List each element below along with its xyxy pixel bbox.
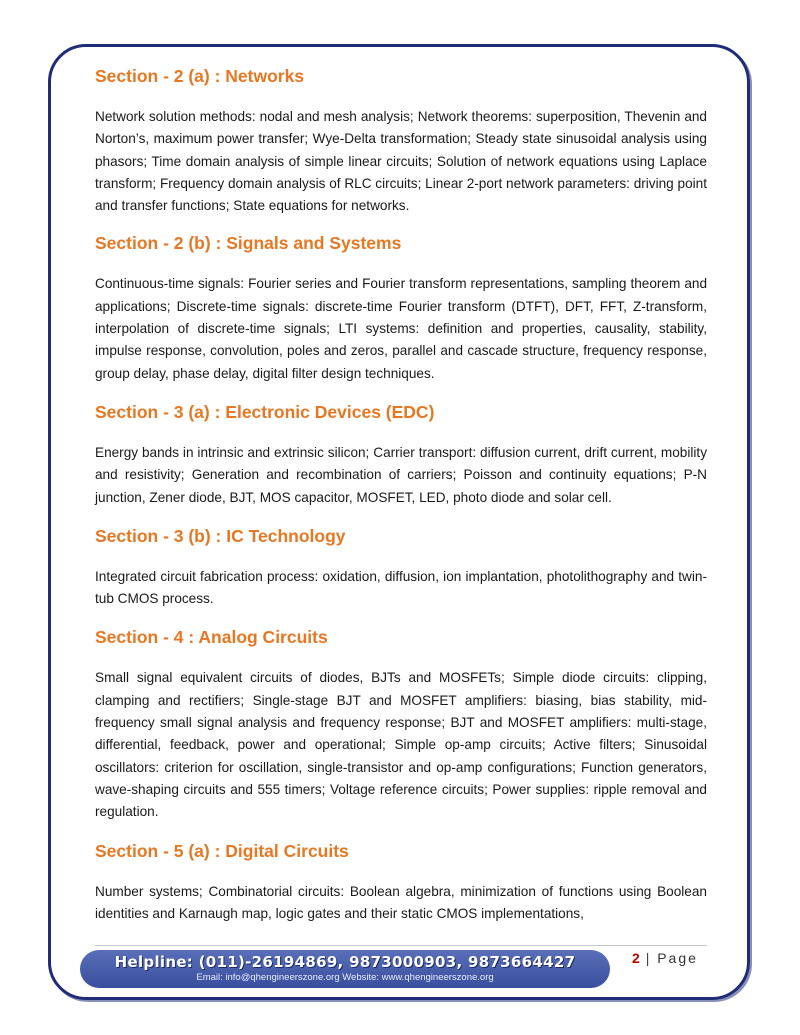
page-number-separator: | bbox=[645, 950, 652, 966]
section-body: Energy bands in intrinsic and extrinsic silicon; Carrier transport: diffusion current, drift current, mobility and resistivity; Generation and recombination of carriers; Poisson and continuity equations; P-N junction, Zener diode, BJT, MOS capacitor, MOSFET, LED, photo diode and solar cell. bbox=[95, 444, 707, 505]
section-heading: Section - 2 (a) : Networks bbox=[95, 66, 305, 86]
footer-divider bbox=[95, 945, 707, 946]
helpline-banner bbox=[80, 950, 610, 988]
section-heading: Section - 3 (b) : IC Technology bbox=[95, 525, 346, 546]
section-heading: Section - 2 (b) : Signals and Systems bbox=[95, 233, 402, 254]
section-body: Continuous-time signals: Fourier series and Fourier transform representations, sampling theorem and applications; Discrete-time signals: discrete-time Fourier transform (DTFT), DFT, FFT, Z-transform, interpolation of discrete-time signals; LTI systems: definition and properties, causality, stability, impulse response, convolution, poles and zeros, parallel and cascade structure, frequency response, group delay, phase delay, digital filter design techniques. bbox=[95, 276, 707, 381]
section-analog-circuits bbox=[95, 626, 707, 823]
page-number-value: 2 bbox=[632, 950, 640, 966]
section-electronic-devices bbox=[95, 401, 707, 509]
page-number bbox=[632, 950, 698, 966]
section-body: Small signal equivalent circuits of diodes, BJTs and MOSFETs; Simple diode circuits: clipping, clamping and rectifiers; Single-stage BJT and MOSFET amplifiers: biasing, bias stability, mid-frequency small signal analysis and frequency response; BJT and MOSFET amplifiers: multi-stage, differential, feedback, power and operational; Simple op-amp circuits; Active filters; Sinusoidal oscillators: criterion for oscillation, single-transistor and op-amp configurations; Function generators, wave-shaping circuits and 555 timers; Voltage reference circuits; Power supplies: ripple removal and regulation. bbox=[95, 670, 707, 820]
page-content bbox=[95, 60, 707, 935]
section-body: Network solution methods: nodal and mesh analysis; Network theorems: superposition, Thevenin and Norton’s, maximum power transfer; Wye-Delta transformation; Steady state sinusoidal analysis using phasors; Time domain analysis of simple linear circuits; Solution of network equations using Laplace transform; Frequency domain analysis of RLC circuits; Linear 2-port network parameters: driving point and transfer functions; State equations for networks. bbox=[95, 109, 707, 214]
helpline-email-website: Email: info@qhengineerszone.org Website: www.qhengineerszone.org bbox=[196, 972, 494, 983]
section-ic-technology bbox=[95, 525, 707, 611]
section-signals-systems bbox=[95, 232, 707, 384]
section-body: Integrated circuit fabrication process: oxidation, diffusion, ion implantation, photolithography and twin-tub CMOS process. bbox=[95, 568, 707, 607]
helpline-phone-numbers: Helpline: (011)-26194869, 9873000903, 9873664427 bbox=[114, 953, 576, 971]
page-number-label: Page bbox=[657, 950, 698, 966]
section-heading: Section - 4 : Analog Circuits bbox=[95, 627, 328, 648]
section-digital-circuits bbox=[95, 840, 707, 926]
section-body: Number systems; Combinatorial circuits: Boolean algebra, minimization of functions using Boolean identities and Karnaugh map, logic gates and their static CMOS implementations, bbox=[95, 883, 707, 921]
section-networks bbox=[95, 65, 707, 217]
section-heading: Section - 3 (a) : Electronic Devices (EDC) bbox=[95, 401, 435, 422]
section-heading: Section - 5 (a) : Digital Circuits bbox=[95, 840, 349, 861]
